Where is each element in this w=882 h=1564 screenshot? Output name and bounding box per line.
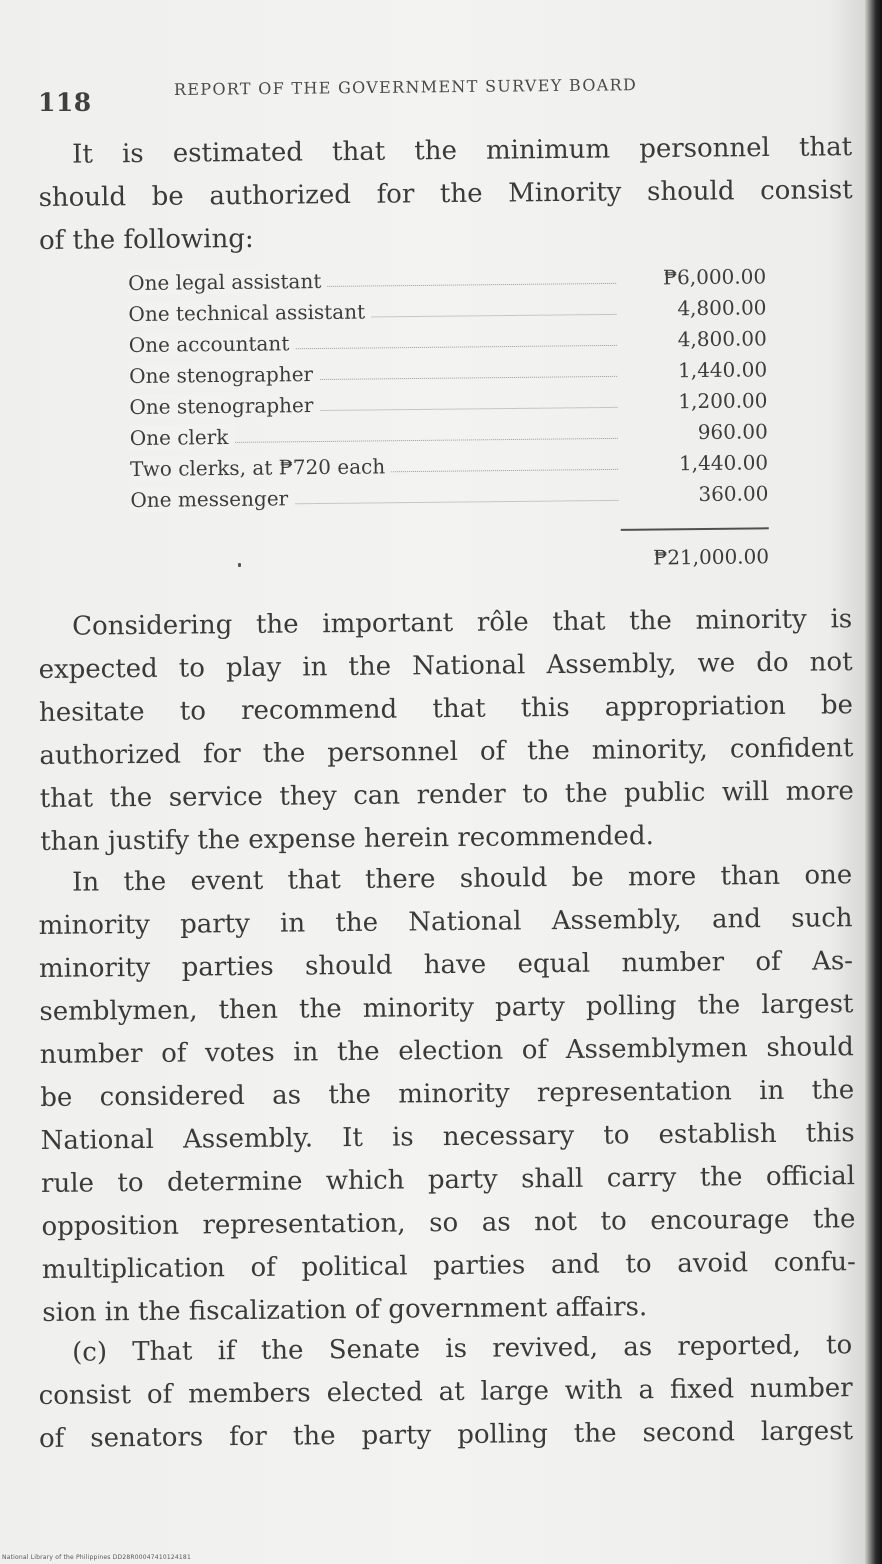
text-line: should be authorized for the Minority should consist: [38, 175, 853, 213]
text-line: In the event that there should be more than one: [72, 860, 853, 898]
text-line: National Assembly. It is necessary to establish this: [40, 1118, 855, 1156]
text-line: (c) That if the Senate is revived, as reported, to: [72, 1330, 853, 1368]
budget-item-amount: 1,440.00: [677, 357, 768, 383]
budget-item-amount: 4,800.00: [677, 295, 767, 321]
text-line: minority party in the National Assembly, and such: [38, 903, 853, 941]
paragraph-senate: [38, 1324, 853, 1461]
text-line: than justify the expense herein recommended.: [40, 821, 654, 857]
budget-item-label: One stenographer: [129, 393, 319, 419]
text-line: semblymen, then the minority party polling the largest: [39, 989, 854, 1027]
library-stamp: National Library of the Philippines DD28R00047410124181: [2, 1554, 191, 1561]
text-line: multiplication of political parties and to avoid confu-: [41, 1247, 857, 1285]
budget-item-amount: 960.00: [697, 419, 768, 445]
budget-row: [130, 478, 780, 516]
budget-item-label: Two clerks, at ₱720 each: [130, 454, 391, 481]
text-line: opposition representation, so as not to encourage the: [41, 1204, 856, 1242]
budget-item-label: One technical assistant: [128, 299, 371, 326]
total-rule: [621, 527, 769, 531]
text-line: It is estimated that the minimum personnel that: [72, 132, 853, 170]
budget-total-amount: ₱21,000.00: [653, 544, 770, 570]
paragraph-intro: [38, 126, 853, 263]
budget-item-amount: 4,800.00: [677, 326, 767, 352]
personnel-budget-table: [128, 261, 781, 580]
text-line: number of votes in the election of Assemblymen should: [39, 1032, 854, 1070]
budget-item-amount: 360.00: [698, 481, 769, 507]
page-header: [38, 75, 838, 120]
text-line: expected to play in the National Assembly, we do not: [38, 647, 853, 685]
text-line: Considering the important rôle that the minority is: [72, 604, 853, 642]
text-line: consist of members elected at large with a fixed number: [38, 1373, 853, 1411]
paragraph-event: [38, 854, 857, 1335]
budget-item-label: One legal assistant: [128, 269, 327, 295]
text-line: that the service they can render to the public will more: [39, 776, 854, 814]
budget-item-label: One accountant: [129, 331, 296, 357]
text-line: rule to determine which party shall carry the official: [40, 1161, 856, 1199]
text-line: hesitate to recommend that this appropriation be: [38, 690, 854, 728]
text-line: sion in the fiscalization of government affairs.: [42, 1292, 648, 1328]
text-line: of senators for the party polling the second largest: [38, 1416, 854, 1454]
paragraph-considering: [38, 598, 854, 864]
budget-item-amount: 1,200.00: [678, 388, 768, 414]
text-line: of the following:: [38, 223, 254, 256]
page-number: 118: [38, 88, 92, 117]
budget-item-label: One stenographer: [129, 362, 319, 388]
text-line: minority parties should have equal number of As-: [38, 946, 854, 984]
text-line: authorized for the personnel of the minority, confident: [39, 733, 854, 771]
running-head: REPORT OF THE GOVERNMENT SURVEY BOARD: [173, 75, 638, 99]
text-line: be considered as the minority representation in the: [40, 1075, 855, 1113]
budget-item-label: One messenger: [130, 486, 294, 512]
budget-total-row: [131, 539, 781, 580]
budget-item-amount: ₱6,000.00: [662, 264, 767, 290]
budget-item-amount: 1,440.00: [678, 450, 769, 476]
ink-speck: [238, 563, 241, 567]
budget-item-label: One clerk: [130, 425, 235, 450]
